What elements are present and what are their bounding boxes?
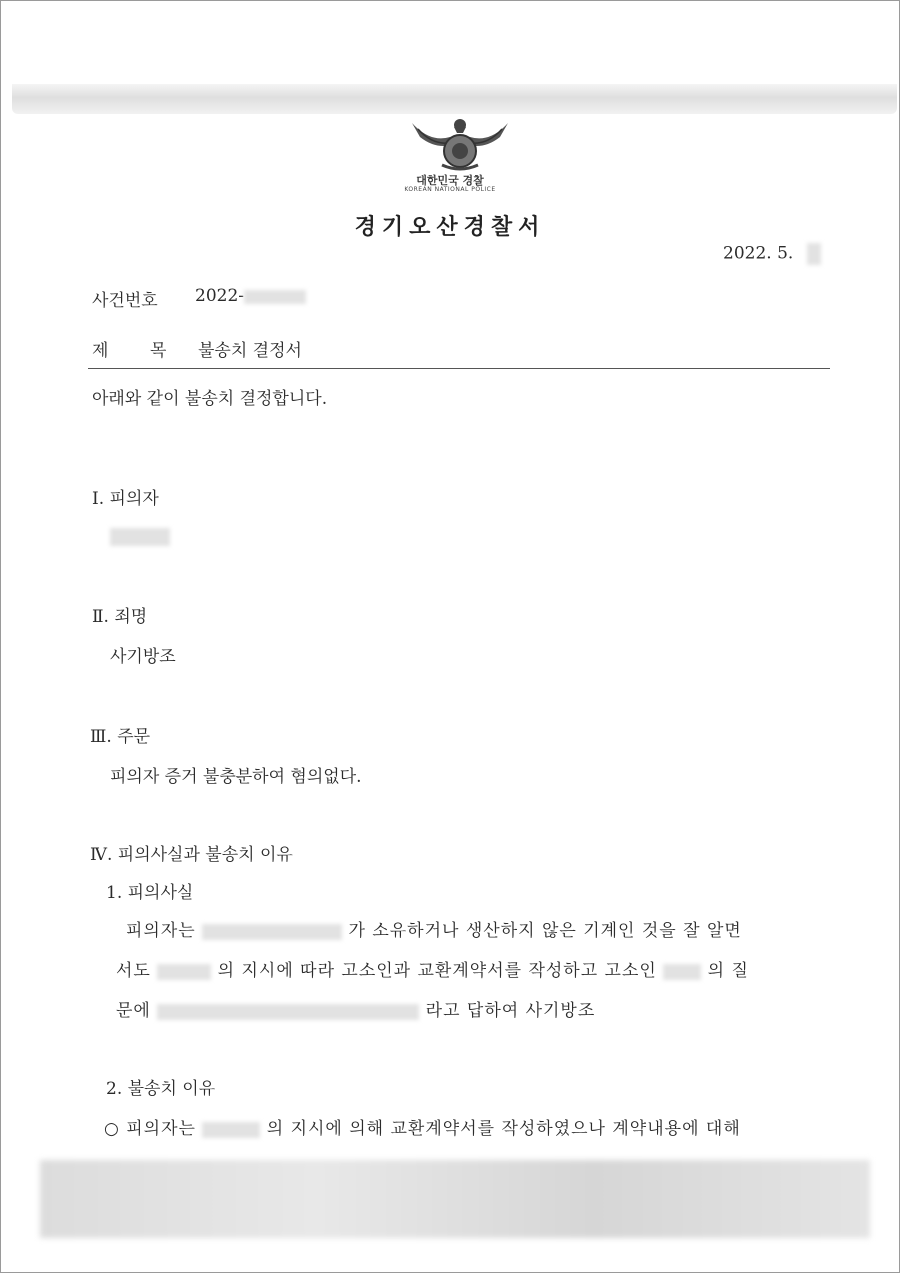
facts-line-3 [116,996,595,1021]
reason-line-1-start: 피의자는 [126,1119,196,1139]
document-date [723,243,821,265]
case-number-prefix: 2022- [195,286,245,306]
redacted-text [157,964,211,980]
subsection-1-heading: 1. 피의사실 [106,883,194,903]
section-4-heading: Ⅳ. 피의사실과 불송치 이유 [90,845,293,865]
facts-line-2-start: 서도 [116,961,151,981]
facts-line-3-start: 문에 [116,1001,151,1021]
redacted-suspect-name [110,528,170,546]
disposition-text: 피의자 증거 불충분하여 혐의없다. [110,767,362,787]
subject-label-1: 제 [92,341,109,361]
facts-line-1-end: 가 소유하거나 생산하지 않은 기계인 것을 잘 알면 [348,921,742,941]
suspect-name [110,526,170,546]
reason-line-1 [104,1114,741,1139]
facts-line-2 [116,956,749,981]
facts-line-1-start: 피의자는 [126,921,196,941]
intro-text: 아래와 같이 불송치 결정합니다. [92,389,328,409]
emblem-english-name: KOREAN NATIONAL POLICE [404,186,496,193]
redacted-day [807,243,821,265]
redacted-case-number [244,290,306,304]
case-number-label: 사건번호 [92,291,158,311]
facts-line-3-end: 라고 답하여 사기방조 [425,1001,596,1021]
emblem-korean-name: 대한민국 경찰 [416,174,484,187]
subsection-2-heading: 2. 불송치 이유 [106,1079,216,1099]
redacted-text [663,964,701,980]
redacted-text [157,1004,419,1020]
section-1-heading: Ⅰ. 피의자 [92,489,159,509]
divider-line [88,368,830,369]
facts-line-2-mid: 의 지시에 따라 고소인과 교환계약서를 작성하고 고소인 [217,961,657,981]
facts-line-1 [126,916,742,941]
charge-name: 사기방조 [110,647,176,667]
redacted-bottom-region [40,1160,870,1238]
redacted-text [202,924,342,940]
document-title: 경기오산경찰서 [354,214,546,240]
section-2-heading: Ⅱ. 죄명 [92,607,148,627]
subject-label-2: 목 [150,341,167,361]
section-3-heading: Ⅲ. 주문 [90,727,151,747]
facts-line-2-end: 의 질 [707,961,749,981]
date-text: 2022. 5. [723,243,794,264]
subject-value: 불송치 결정서 [198,341,302,361]
case-number-value [195,286,306,306]
reason-line-1-end: 의 지시에 의해 교환계약서를 작성하였으나 계약내용에 대해 [266,1119,741,1139]
scan-artifact [12,84,897,114]
bullet-circle: ○ [104,1119,120,1139]
redacted-text [202,1122,260,1138]
